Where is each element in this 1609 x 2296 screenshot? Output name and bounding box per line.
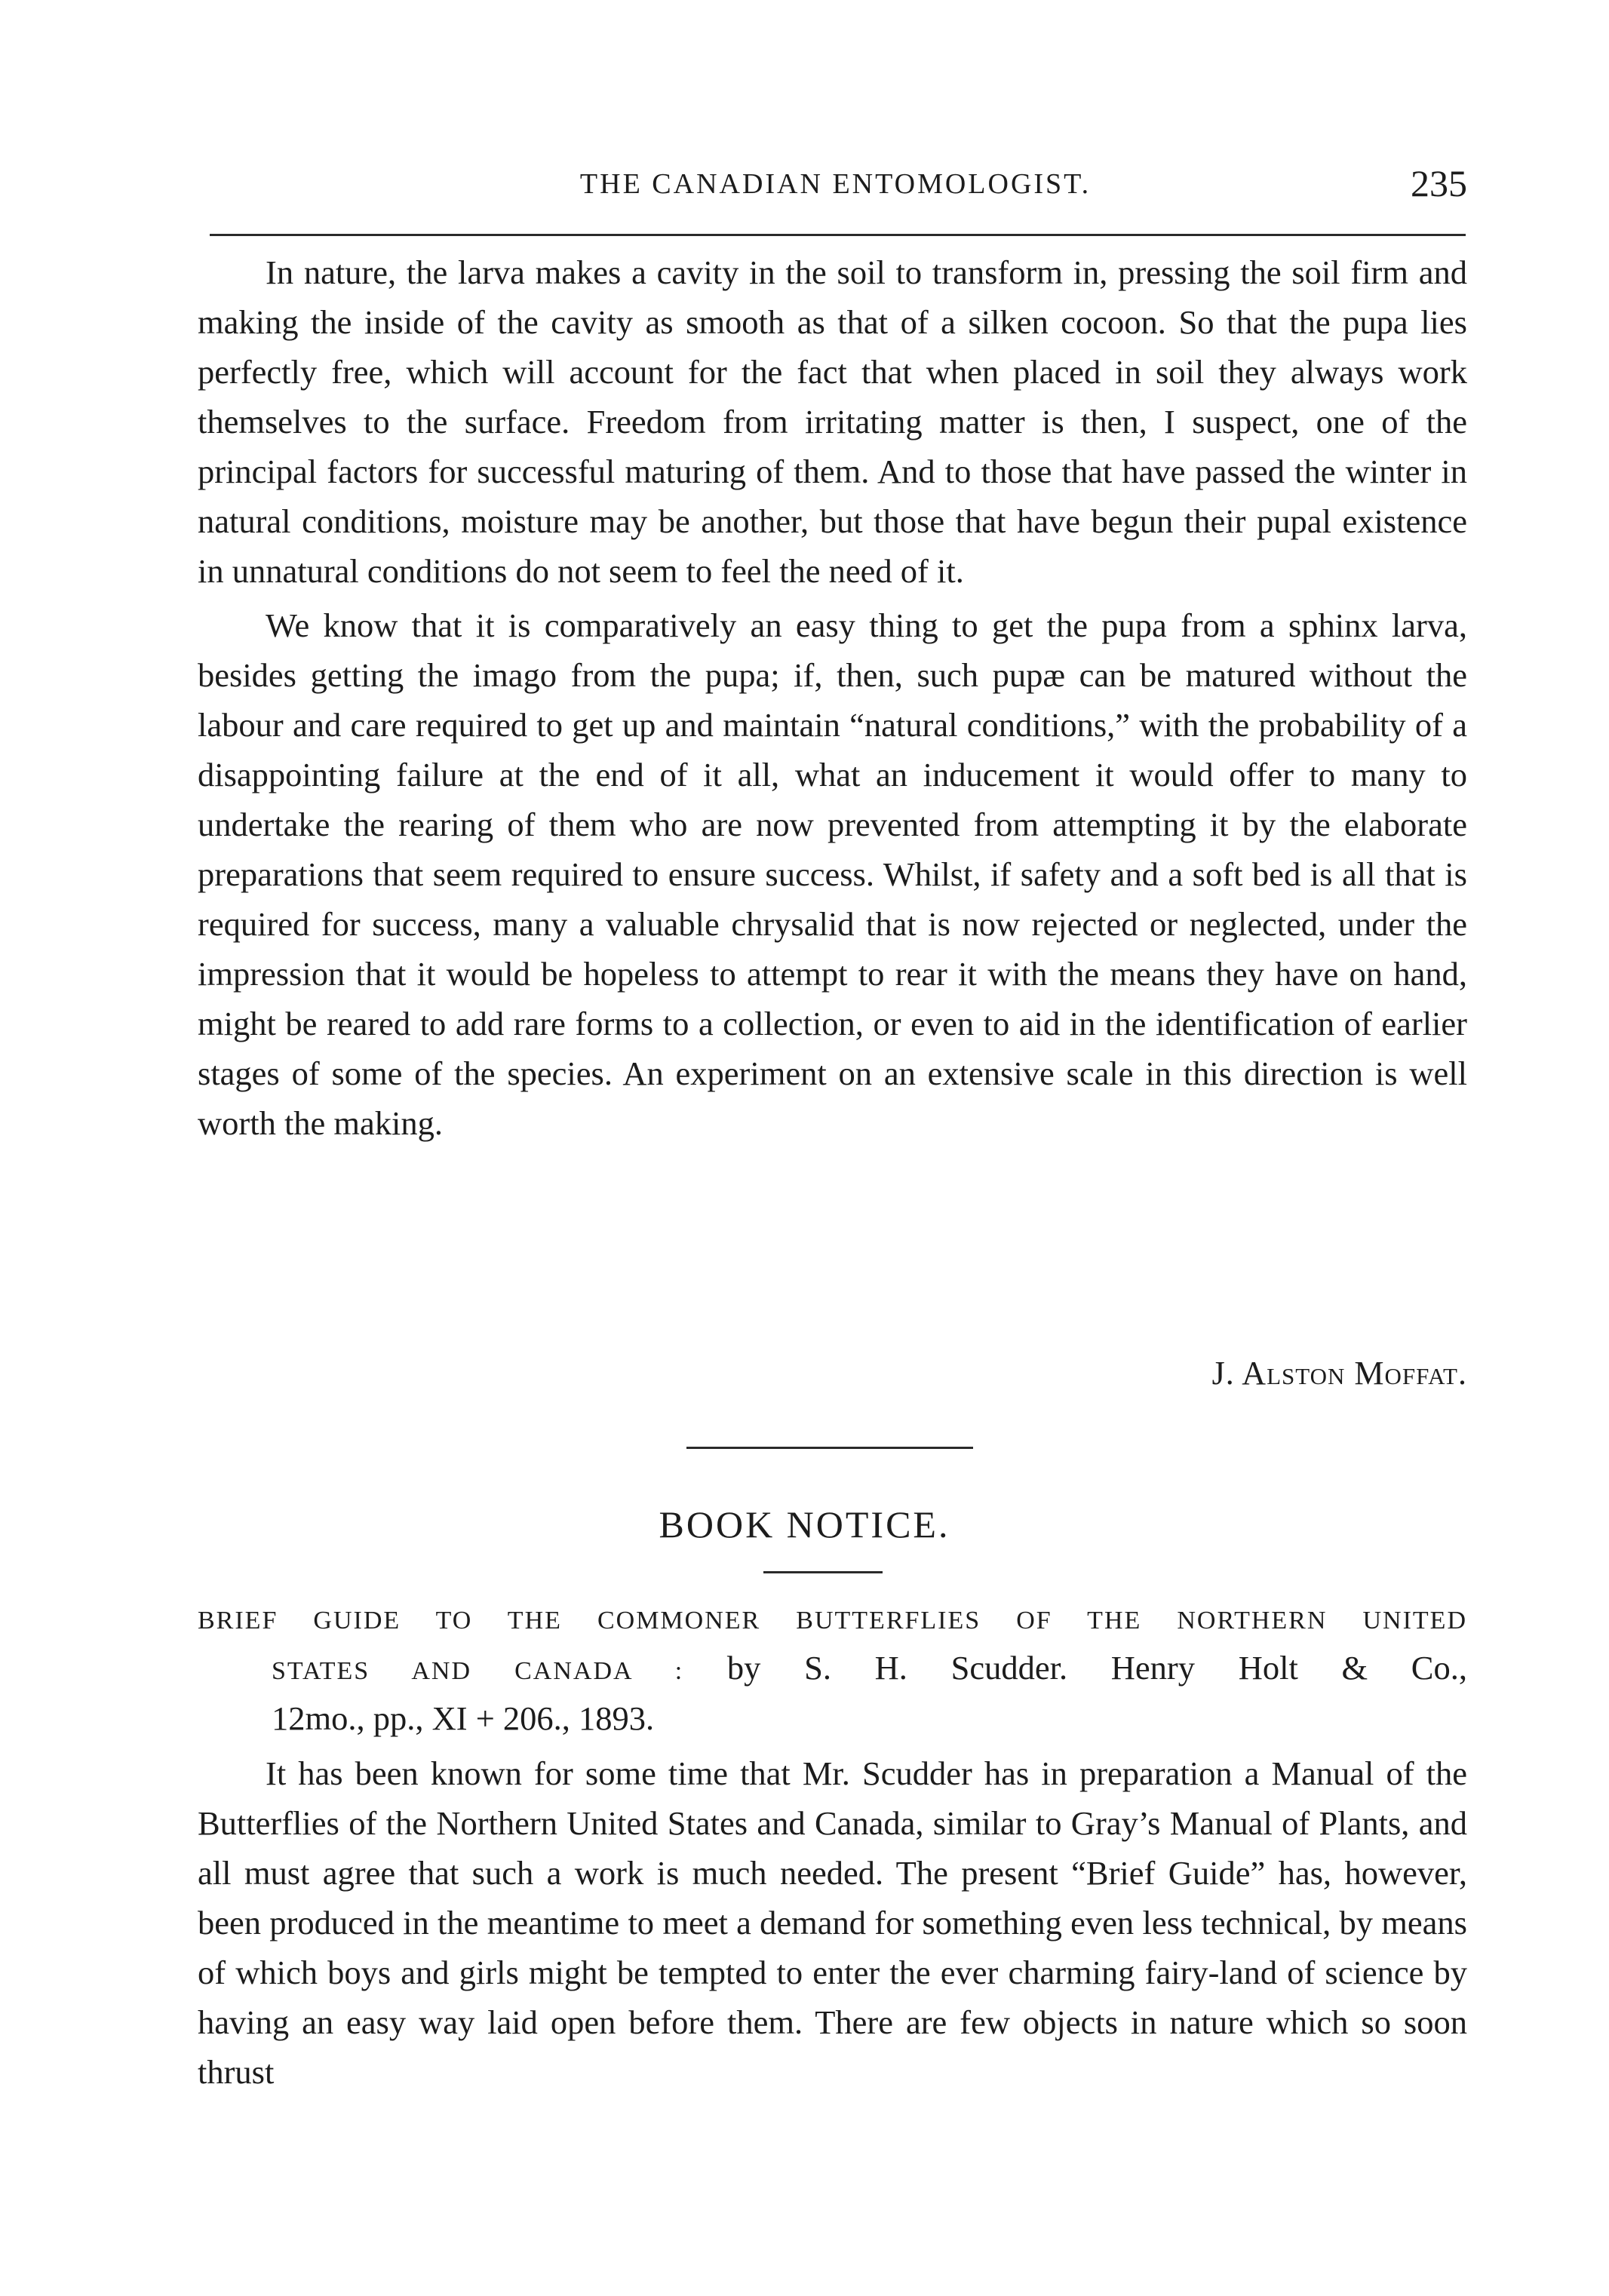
book-notice-paragraph-1: It has been known for some time that Mr. Scudder has in preparation a Manual of the Butterflies of the Northern United States and Canada, similar to Gray’s Manual of Plants, and all must agree that such a work is much needed. The present “Brief Guide” has, however, been produced in the meantime to meet a demand for something even less technical, by means of which boys and girls might be tempted to enter the ever charming fairy-land of science by having an easy way laid open before them. There are few objects in nature which so soon thrust [198,1754,1467,2091]
page-number: 235 [1411,162,1467,204]
journal-title: THE CANADIAN ENTOMOLOGIST. [579,168,1092,200]
citation-title-caps: STATES AND CANADA : [272,1657,684,1685]
section-separator-rule [686,1447,973,1449]
heading-rule [763,1571,883,1573]
article-paragraph-1: In nature, the larva makes a cavity in the soil to transform in, pressing the soil firm and making the inside of the cavity as smooth as that of a silken cocoon. So that the pupa lies perfectly free, which will account for the fact that when placed in soil they always work themselves to the surface. Freedom from irritating matter is then, I suspect, one of the principal factors for successful maturing of them. And to those that have passed the winter in natural conditions, moisture may be another, but those that have begun their pupal existence in unnatural conditions do not seem to feel the need of it. [198,253,1467,590]
citation-details: 12mo., pp., XI + 206., 1893. [272,1699,655,1737]
book-notice-body [198,1748,1467,2097]
header-rule [210,234,1466,236]
section-heading: BOOK NOTICE. [659,1503,950,1546]
author-signature: J. Alston Moffat. [1211,1355,1467,1392]
article-body [198,247,1467,1148]
citation-author-publisher: by S. H. Scudder. Henry Holt & Co., [683,1649,1467,1687]
citation-title-line-2 [198,1644,1467,1695]
running-head [204,161,1467,207]
article-paragraph-2: We know that it is comparatively an easy thing to get the pupa from a sphinx larva, besides getting the imago from the pupa; if, then, such pupæ can be matured without the labour and care required to get up and maintain “natural conditions,” with the probability of a disappointing failure at the end of it all, what an inducement it would offer to many to undertake the rearing of them who are now prevented from attempting it by the elaborate preparations that seem required to ensure success. Whilst, if safety and a soft bed is all that is required for success, many a valuable chrysalid that is now rejected or neglected, under the impression that it would be hopeless to attempt to rear it with the means they have on hand, might be reared to add rare forms to a collection, or even to aid in the identification of earlier stages of some of the species. An experiment on an extensive scale in this direction is well worth the making. [198,606,1467,1142]
book-citation [198,1598,1467,1742]
citation-title-line-1: BRIEF GUIDE TO THE COMMONER BUTTERFLIES OF THE NORTHERN UNITED [198,1607,1467,1635]
